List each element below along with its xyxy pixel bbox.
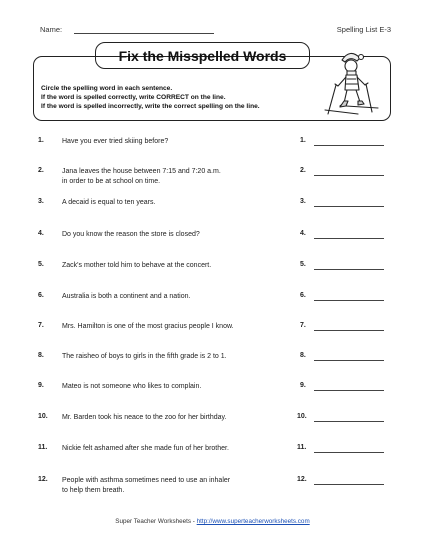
answer-line[interactable] [314,452,384,453]
answer-number: 4. [300,230,306,237]
skier-illustration [320,48,382,120]
question-number: 3. [38,198,44,205]
question-sentence [62,137,310,147]
sentence-line: Jana leaves the house between 7:15 and 7:20 a.m. [62,168,221,175]
sentence-line: Do you know the reason the store is closed? [62,231,200,238]
question-sentence [62,322,310,332]
answer-line[interactable] [314,360,384,361]
question-number: 5. [38,261,44,268]
sentence-line: Mrs. Hamilton is one of the most gracius people I know. [62,323,234,330]
question-number: 2. [38,167,44,174]
sentence-line: to help them breath. [62,487,125,494]
answer-line[interactable] [314,269,384,270]
question-sentence [62,444,310,454]
sentence-line: Australia is both a continent and a nation. [62,293,191,300]
name-label: Name: [40,25,63,34]
answer-line[interactable] [314,484,384,485]
footer-separator: - [192,518,195,525]
question-number: 12. [38,476,48,483]
question-number: 4. [38,230,44,237]
answer-number: 12. [297,476,307,483]
answer-line[interactable] [314,206,384,207]
title-box [95,42,310,69]
footer-site-name: Super Teacher Worksheets [115,518,192,525]
question-number: 6. [38,292,44,299]
sentence-line: Have you ever tried skiing before? [62,138,169,145]
answer-number: 2. [300,167,306,174]
answer-line[interactable] [314,175,384,176]
sentence-line: A decaid is equal to ten years. [62,199,156,206]
answer-line[interactable] [314,145,384,146]
question-number: 8. [38,352,44,359]
answer-number: 3. [300,198,306,205]
instruction-line-2: If the word is spelled correctly, write CORRECT on the line. [41,94,226,101]
question-sentence [62,413,310,423]
spelling-list-label: Spelling List E-3 [336,25,391,34]
question-number: 11. [38,444,48,451]
sentence-line: People with asthma sometimes need to use an inhaler [62,477,231,484]
question-sentence [62,382,310,392]
instruction-line-3: If the word is spelled incorrectly, write the correct spelling on the line. [41,103,260,110]
question-sentence [62,167,310,187]
instructions [41,84,260,111]
question-sentence [62,292,310,302]
sentence-line: The raisheo of boys to girls in the fifth grade is 2 to 1. [62,353,227,360]
instruction-line-1: Circle the spelling word in each sentence. [41,85,173,92]
answer-number: 1. [300,137,306,144]
name-line[interactable] [74,33,214,34]
sentence-line: Mateo is not someone who likes to complain. [62,383,202,390]
question-sentence [62,198,310,208]
answer-number: 9. [300,382,306,389]
answer-line[interactable] [314,238,384,239]
sentence-line: Mr. Barden took his neace to the zoo for her birthday. [62,414,227,421]
question-number: 7. [38,322,44,329]
answer-number: 5. [300,261,306,268]
question-number: 10. [38,413,48,420]
question-sentence [62,230,310,240]
answer-line[interactable] [314,421,384,422]
answer-number: 8. [300,352,306,359]
answer-line[interactable] [314,330,384,331]
answer-number: 11. [297,444,307,451]
answer-number: 6. [300,292,306,299]
footer [0,518,425,525]
answer-number: 10. [297,413,307,420]
question-number: 9. [38,382,44,389]
question-sentence [62,261,310,271]
page-title: Fix the Misspelled Words [118,47,287,64]
question-sentence [62,476,310,496]
answer-number: 7. [300,322,306,329]
sentence-line: Nickie felt ashamed after she made fun of her brother. [62,445,229,452]
sentence-line: Zack's mother told him to behave at the concert. [62,262,212,269]
question-sentence [62,352,310,362]
sentence-line: in order to be at school on time. [62,178,161,185]
answer-line[interactable] [314,300,384,301]
footer-link[interactable]: http://www.superteacherworksheets.com [196,518,310,525]
answer-line[interactable] [314,390,384,391]
question-number: 1. [38,137,44,144]
